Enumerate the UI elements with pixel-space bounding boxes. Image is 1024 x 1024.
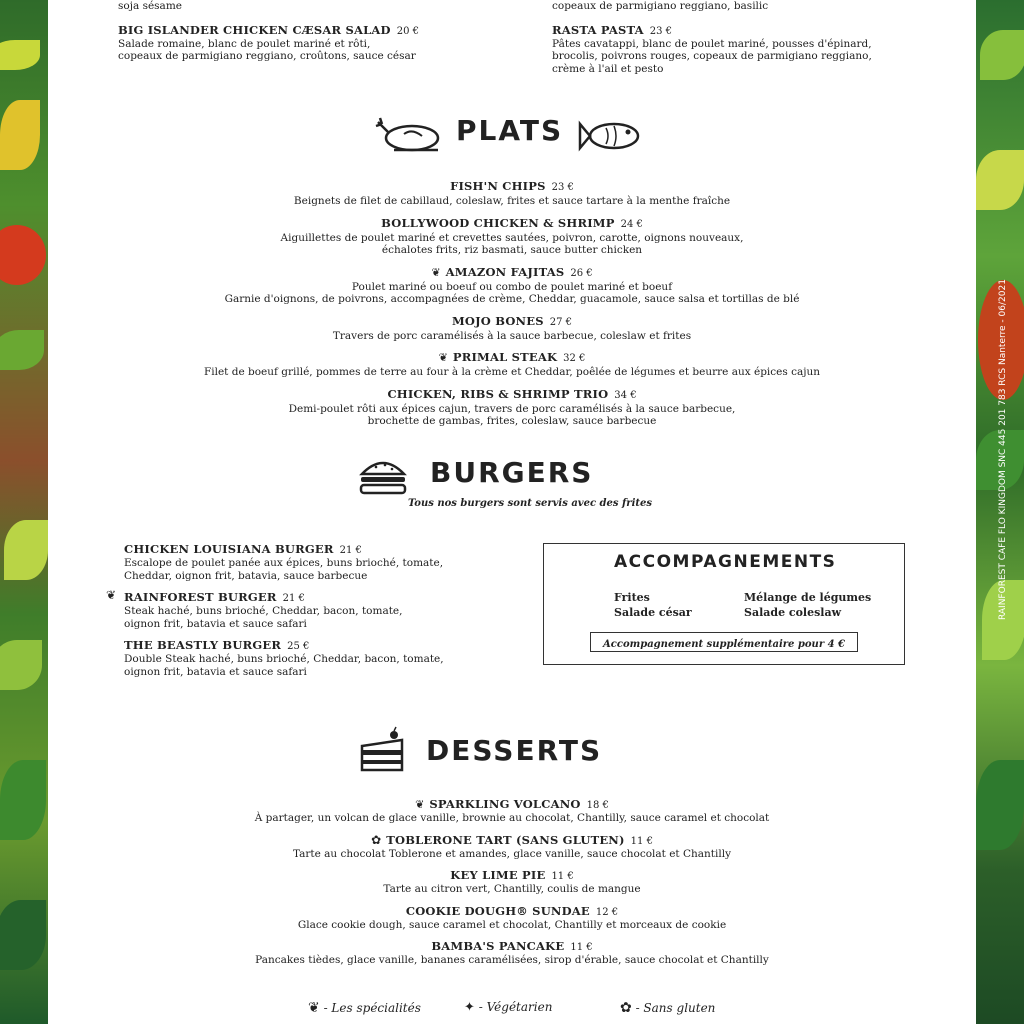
menu-item: [0, 178, 1024, 208]
leaf-decoration: [0, 40, 40, 70]
item-description: À partager, un volcan de glace vanille, brownie au chocolat, Chantilly, sauce caramel et chocolat: [254, 812, 770, 824]
leaf-decoration: [980, 30, 1024, 80]
leaf-decoration: [0, 640, 42, 690]
item-name: CHICKEN, RIBS & SHRIMP TRIO: [387, 386, 609, 401]
burgers-list: [106, 541, 524, 678]
partial-description: copeaux de parmigiano reggiano, basilic: [552, 0, 769, 12]
item-name: BIG ISLANDER CHICKEN CÆSAR SALAD: [118, 22, 391, 37]
legend-vegetarien: [464, 1000, 552, 1015]
side-item: Salade coleslaw: [744, 606, 842, 619]
item-name: AMAZON FAJITAS: [445, 264, 565, 279]
leaf-decoration: [0, 100, 40, 170]
legend-label: - Sans gluten: [635, 1001, 716, 1015]
item-description: copeaux de parmigiano reggiano, croûtons, sauce césar: [118, 50, 416, 62]
item-description: Double Steak haché, buns brioché, Cheddar, bacon, tomate,: [124, 653, 444, 665]
desserts-heading: DESSERTS: [426, 734, 603, 767]
sides-column-2: [744, 590, 871, 620]
item-description: Garnie d'oignons, de poivrons, accompagnées de crème, Cheddar, guacamole, sauce salsa et tortillas de blé: [224, 293, 800, 305]
menu-item: [0, 796, 1024, 825]
item-description: Demi-poulet rôti aux épices cajun, travers de porc caramélisés à la sauce barbecue,: [288, 402, 736, 415]
accompagnements-box: [543, 543, 905, 665]
item-description: Tarte au citron vert, Chantilly, coulis de mangue: [383, 883, 641, 895]
item-name: RAINFOREST BURGER: [124, 590, 277, 604]
item-name: FISH'N CHIPS: [450, 179, 546, 193]
item-description: Cheddar, oignon frit, batavia, sauce barbecue: [124, 569, 368, 582]
side-item: Mélange de légumes: [744, 591, 872, 604]
item-price: 23 €: [649, 25, 672, 37]
fish-icon: [578, 116, 644, 156]
extra-side-note-box: [590, 632, 858, 652]
gluten-free-flower-icon: ✿: [620, 1000, 632, 1016]
menu-item: [0, 867, 1024, 896]
burgers-subtitle: Tous nos burgers sont servis avec des frites: [408, 498, 652, 509]
side-item: Frites: [614, 591, 650, 604]
burger-icon: [358, 456, 408, 496]
item-description: Travers de porc caramélisés à la sauce barbecue, coleslaw et frites: [332, 329, 692, 342]
item-price: 21 €: [282, 593, 305, 604]
item-description: oignon frit, batavia et sauce safari: [124, 665, 307, 678]
partial-description: soja sésame: [118, 0, 182, 12]
item-name: SPARKLING VOLCANO: [429, 797, 581, 811]
item-price: 34 €: [614, 389, 637, 401]
extra-side-note: Accompagnement supplémentaire pour 4 €: [603, 639, 845, 650]
burgers-heading: BURGERS: [430, 456, 594, 489]
item-name: CHICKEN LOUISIANA BURGER: [124, 542, 334, 556]
menu-item: [106, 588, 524, 630]
carrot-icon: ✦: [464, 1000, 475, 1015]
menu-item: [0, 264, 1024, 306]
item-price: 25 €: [287, 641, 310, 652]
leaf-decoration: [4, 520, 48, 580]
roast-chicken-icon: [374, 114, 442, 154]
item-name: BAMBA'S PANCAKE: [431, 939, 565, 953]
item-price: 12 €: [595, 906, 619, 918]
menu-item: [124, 541, 524, 582]
item-description: Glace cookie dough, sauce caramel et chocolat, Chantilly et morceaux de cookie: [297, 918, 727, 931]
item-description: Aiguillettes de poulet mariné et crevettes sautées, poivron, carotte, oignons nouveaux,: [280, 231, 744, 244]
item-price: 18 €: [586, 800, 609, 811]
item-description: brochette de gambas, frites, coleslaw, sauce barbecue: [367, 415, 657, 427]
specialty-leaf-icon: ❦: [431, 265, 441, 279]
menu-item: [0, 349, 1024, 379]
cake-slice-icon: [358, 726, 408, 774]
item-name: TOBLERONE TART (SANS GLUTEN): [386, 832, 625, 847]
item-price: 27 €: [549, 316, 572, 328]
item-description: Pancakes tièdes, glace vanille, bananes caramélisées, sirop d'érable, sauce chocolat et Chantilly: [255, 954, 769, 966]
item-name: BOLLYWOOD CHICKEN & SHRIMP: [381, 215, 615, 230]
plats-heading: PLATS: [456, 114, 564, 147]
item-name: MOJO BONES: [451, 313, 544, 328]
item-price: 24 €: [620, 218, 643, 230]
item-price: 11 €: [630, 835, 653, 847]
item-name: COOKIE DOUGH® SUNDAE: [405, 903, 590, 918]
specialty-leaf-icon: ❦: [308, 1000, 320, 1016]
item-price: 11 €: [551, 871, 574, 882]
item-price: 23 €: [551, 182, 574, 193]
legend-label: - Végétarien: [478, 1000, 553, 1014]
item-description: oignon frit, batavia et sauce safari: [124, 617, 307, 630]
item-description: Beignets de filet de cabillaud, coleslaw, frites et sauce tartare à la menthe fraîche: [293, 195, 731, 207]
desserts-list: [0, 796, 1024, 967]
menu-item: [0, 903, 1024, 932]
item-name: THE BEASTLY BURGER: [124, 638, 282, 652]
item-description: crème à l'ail et pesto: [552, 62, 664, 75]
item-description: Tarte au chocolat Toblerone et amandes, glace vanille, sauce chocolat et Chantilly: [292, 847, 732, 860]
plats-list: [0, 178, 1024, 428]
item-description: Filet de boeuf grillé, pommes de terre au four à la crème et Cheddar, poêlée de légumes et beurre aux épices cajun: [203, 366, 821, 378]
item-name: KEY LIME PIE: [450, 868, 546, 882]
menu-item: [0, 215, 1024, 257]
menu-item: [0, 938, 1024, 967]
gluten-free-flower-icon: ✿: [371, 832, 382, 847]
pasta-block-right: [552, 0, 912, 75]
side-item: Salade césar: [614, 606, 692, 619]
item-name: RASTA PASTA: [552, 22, 644, 37]
specialty-leaf-icon: ❦: [106, 588, 117, 602]
item-description: brocolis, poivrons rouges, copeaux de parmigiano reggiano,: [552, 50, 872, 62]
menu-item: [0, 386, 1024, 428]
item-description: Pâtes cavatappi, blanc de poulet mariné, pousses d'épinard,: [552, 37, 872, 50]
item-description: Salade romaine, blanc de poulet mariné et rôti,: [118, 37, 371, 50]
item-price: 11 €: [570, 942, 593, 953]
item-price: 20 €: [396, 25, 419, 37]
item-description: Steak haché, buns brioché, Cheddar, bacon, tomate,: [124, 605, 403, 617]
menu-item: [0, 832, 1024, 861]
legend-specialites: [308, 1000, 421, 1016]
menu-item: [124, 637, 524, 678]
sides-column-1: [614, 590, 692, 620]
item-description: échalotes frits, riz basmati, sauce butter chicken: [381, 244, 643, 256]
item-price: 26 €: [570, 267, 593, 279]
legend-label: - Les spécialités: [323, 1001, 421, 1015]
accompagnements-heading: ACCOMPAGNEMENTS: [614, 552, 837, 572]
item-name: PRIMAL STEAK: [452, 350, 558, 364]
item-description: Poulet mariné ou boeuf ou combo de poulet mariné et boeuf: [351, 280, 673, 293]
legend-sans-gluten: [620, 1000, 715, 1016]
item-price: 32 €: [563, 353, 586, 364]
menu-item: [0, 313, 1024, 343]
item-price: 21 €: [339, 545, 362, 556]
salad-block-left: [118, 0, 518, 63]
specialty-leaf-icon: ❦: [438, 351, 448, 364]
item-description: Escalope de poulet panée aux épices, buns brioché, tomate,: [124, 557, 444, 569]
specialty-leaf-icon: ❦: [415, 798, 425, 811]
